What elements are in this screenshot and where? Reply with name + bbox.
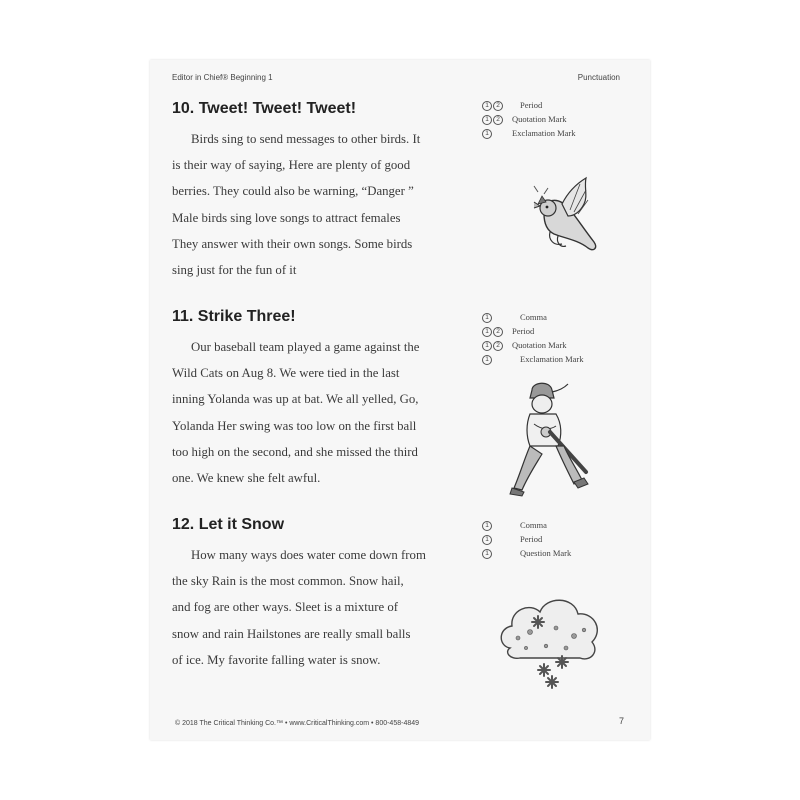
exercise-title: 10. Tweet! Tweet! Tweet! — [172, 100, 357, 117]
key-row — [482, 546, 572, 560]
key-row — [482, 352, 584, 366]
count-circle: 1 — [482, 549, 492, 559]
count-circle: 1 — [482, 115, 492, 125]
bird-illustration — [524, 174, 604, 262]
passage-line: too high on the second, and she missed the third — [172, 444, 418, 459]
count-circle: 1 — [482, 129, 492, 139]
key-label: Quotation Mark — [512, 340, 567, 350]
passage-line: Our baseball team played a game against the — [191, 340, 420, 354]
key-row — [482, 532, 543, 546]
count-circle: 2 — [493, 101, 503, 111]
count-circle: 2 — [493, 341, 503, 351]
bird-icon — [524, 174, 604, 262]
passage-line: Yolanda Her swing was too low on the first ball — [172, 418, 417, 433]
key-row — [482, 126, 576, 140]
page-number: 7 — [618, 716, 624, 726]
key-label: Exclamation Mark — [520, 354, 584, 364]
baseball-batter-icon — [506, 380, 592, 500]
key-row — [482, 310, 547, 324]
key-label: Period — [520, 534, 543, 544]
count-circle: 2 — [493, 115, 503, 125]
passage-line: of ice. My favorite falling water is snow. — [172, 652, 381, 667]
count-circle: 1 — [482, 327, 492, 337]
batter-illustration — [506, 380, 592, 500]
key-label: Quotation Mark — [512, 114, 567, 124]
passage-line: How many ways does water come down from — [191, 548, 426, 562]
exercise-title: 11. Strike Three! — [172, 308, 296, 325]
key-label: Comma — [520, 312, 547, 322]
key-row — [482, 98, 543, 112]
key-label: Comma — [520, 520, 547, 530]
passage-line: sing just for the fun of it — [172, 263, 297, 278]
book-title-header: Editor in Chief® Beginning 1 — [172, 73, 273, 82]
passage-line: the sky Rain is the most common. Snow hail, — [172, 574, 404, 589]
passage-line: They answer with their own songs. Some birds — [172, 236, 413, 251]
topic-header: Punctuation — [577, 73, 620, 82]
count-circle: 1 — [482, 341, 492, 351]
passage-line: Wild Cats on Aug 8. We were tied in the last — [172, 366, 400, 381]
key-label: Exclamation Mark — [512, 128, 576, 138]
count-circle: 2 — [493, 327, 503, 337]
copyright-footer: © 2018 The Critical Thinking Co.™ • www.CriticalThinking.com • 800-458-4849 — [175, 720, 420, 727]
key-row — [482, 112, 567, 126]
exercise-passage — [172, 334, 472, 491]
count-circle: 1 — [482, 535, 492, 545]
snow-cloud-illustration — [496, 590, 606, 690]
punctuation-key — [482, 310, 584, 366]
exercise-title: 12. Let it Snow — [172, 516, 285, 533]
count-circle: 1 — [482, 521, 492, 531]
passage-line: Male birds sing love songs to attract females — [172, 210, 401, 225]
passage-line: berries. They could also be warning, “Danger ” — [172, 184, 414, 199]
exercise-passage — [172, 126, 472, 283]
exercise-12 — [172, 514, 632, 667]
count-circle: 1 — [482, 355, 492, 365]
worksheet-page — [150, 60, 650, 740]
exercise-10 — [172, 98, 632, 278]
snow-cloud-icon — [496, 590, 606, 690]
punctuation-key — [482, 98, 576, 140]
count-circle: 1 — [482, 313, 492, 323]
passage-line: snow and rain Hailstones are really small balls — [172, 626, 411, 641]
key-row — [482, 518, 547, 532]
count-circle: 1 — [482, 101, 492, 111]
key-label: Question Mark — [520, 548, 572, 558]
key-label: Period — [512, 326, 535, 336]
passage-line: one. We knew she felt awful. — [172, 471, 321, 486]
key-row — [482, 338, 567, 352]
exercise-11 — [172, 306, 632, 486]
key-label: Period — [520, 100, 543, 110]
passage-line: is their way of saying, Here are plenty of good — [172, 158, 411, 173]
key-row — [482, 324, 535, 338]
passage-line: inning Yolanda was up at bat. We all yelled, Go, — [172, 392, 419, 407]
passage-line: and fog are other ways. Sleet is a mixture of — [172, 600, 399, 615]
passage-line: Birds sing to send messages to other birds. It — [191, 132, 421, 146]
exercise-passage — [172, 542, 472, 673]
punctuation-key — [482, 518, 572, 560]
